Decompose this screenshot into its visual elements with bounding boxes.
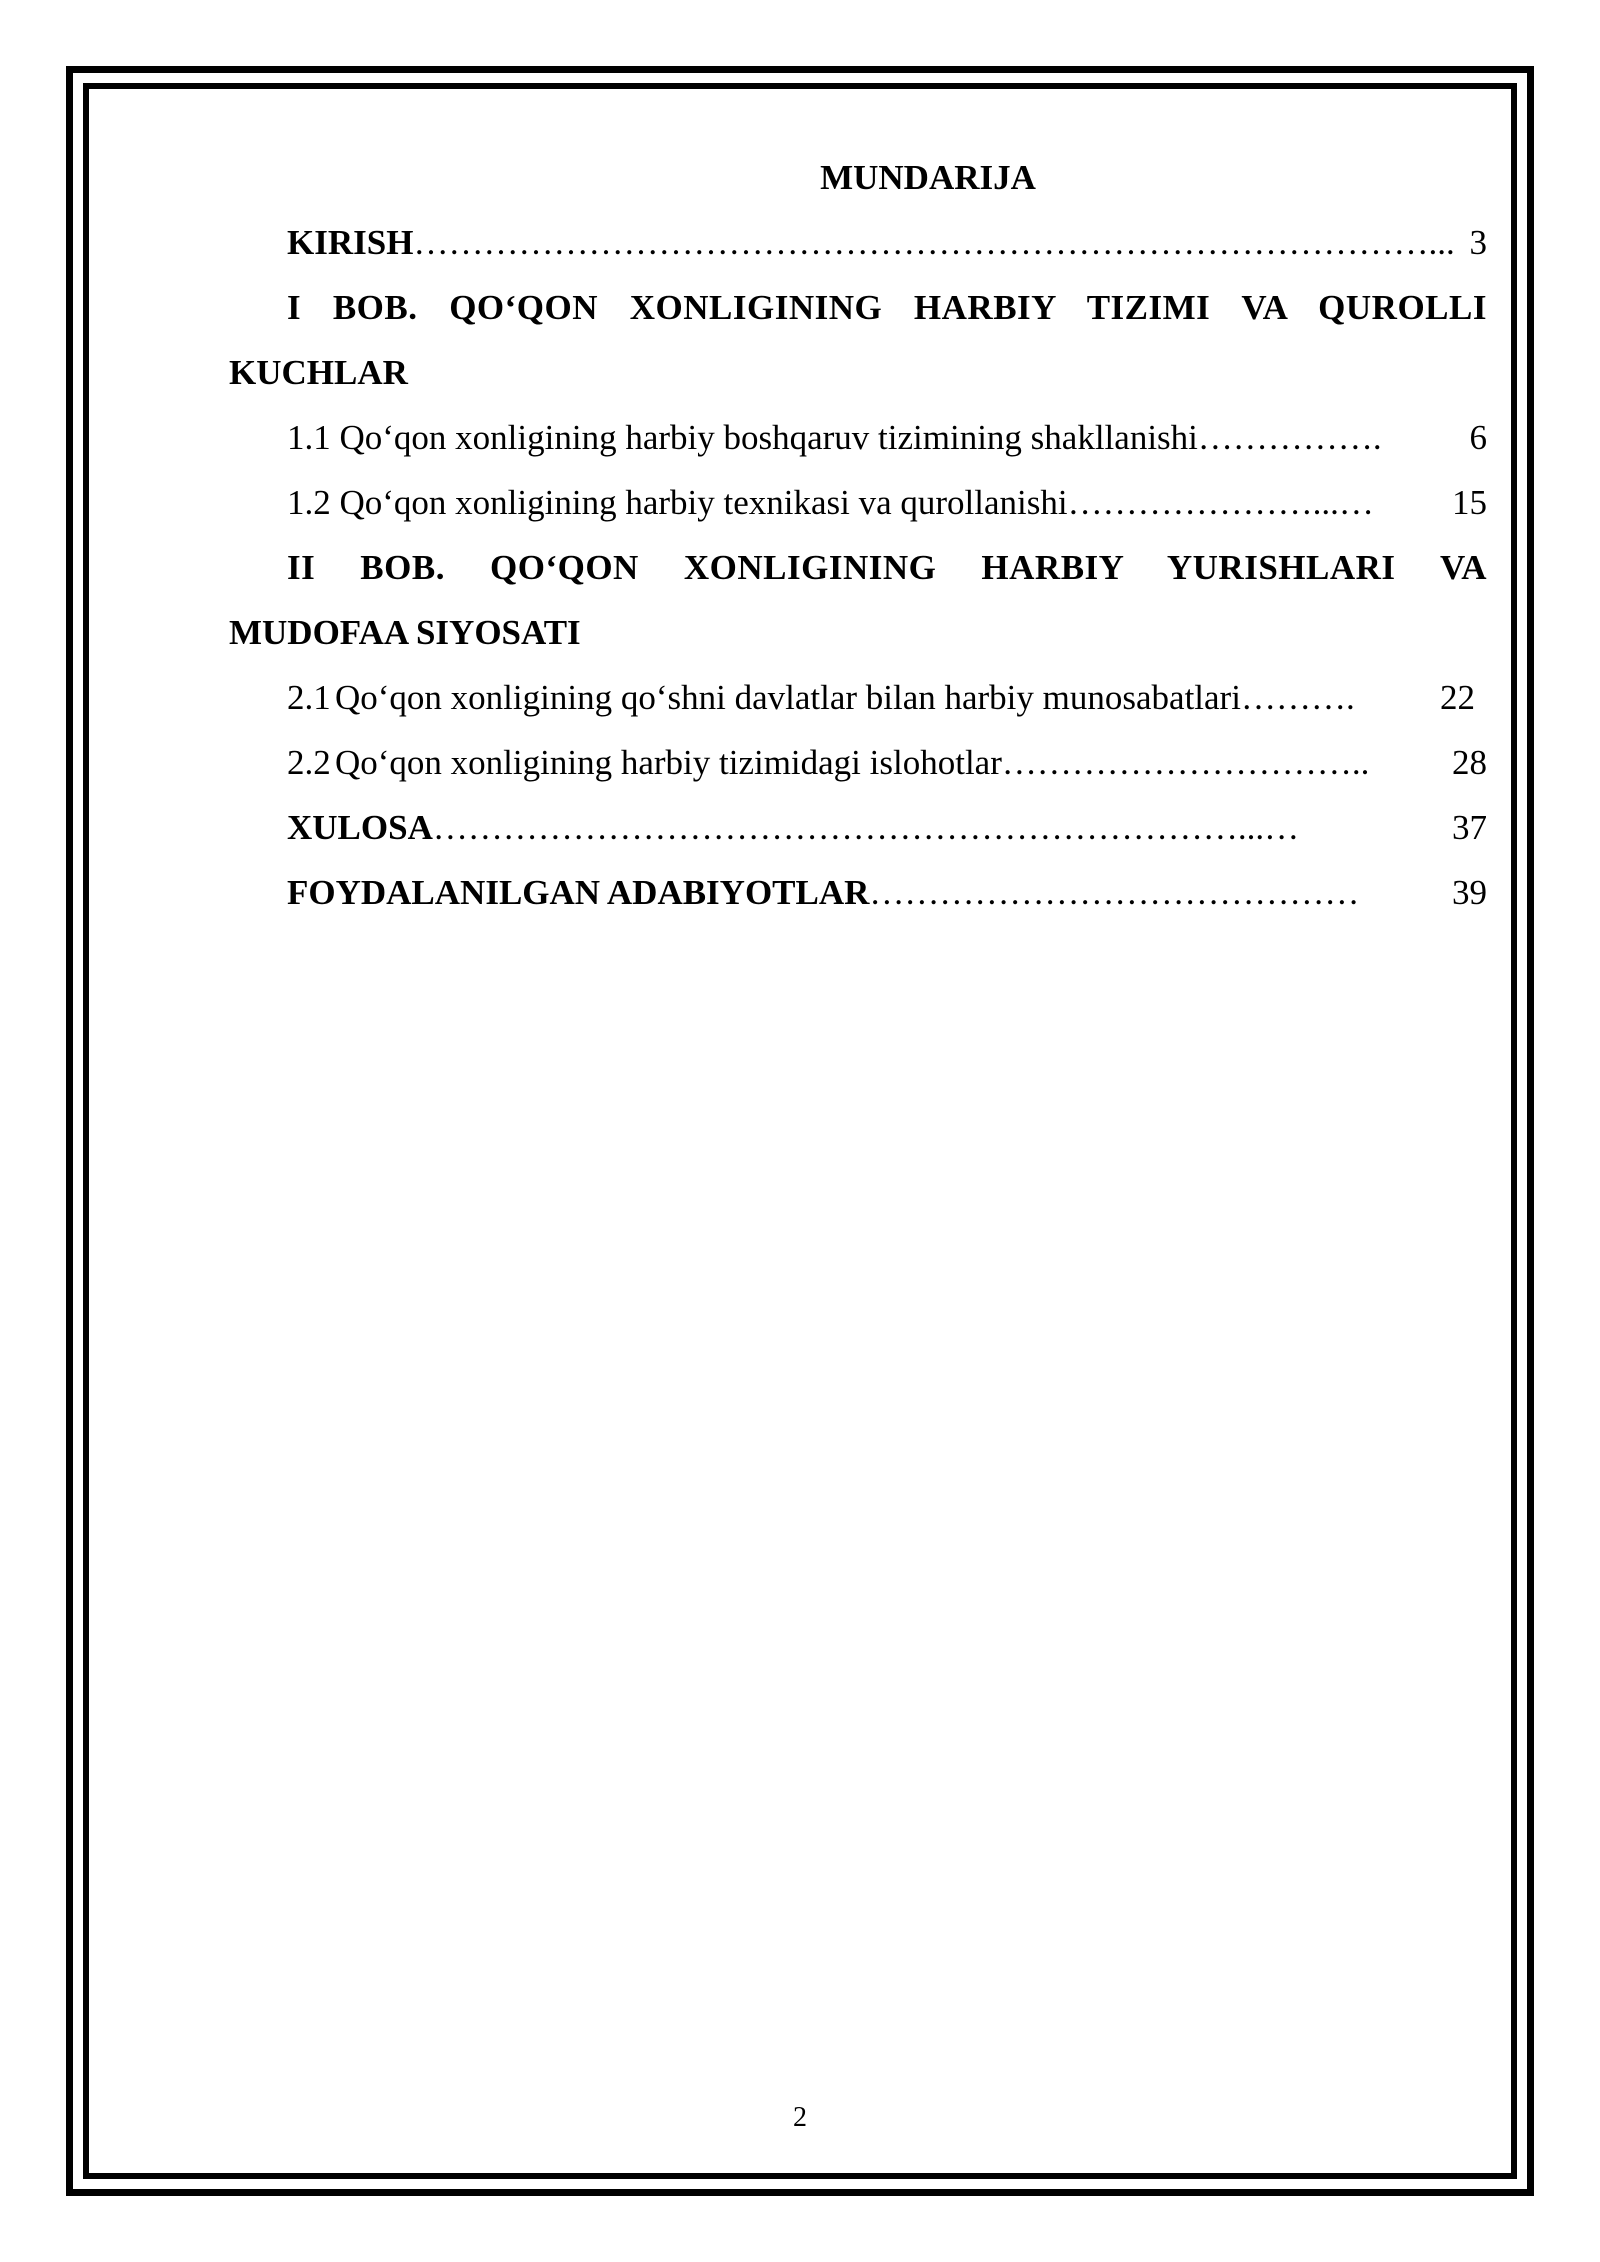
toc-entry-label: FOYDALANILGAN ADABIYOTLAR bbox=[287, 873, 870, 912]
toc-leader-dots: ………………………….. bbox=[1001, 743, 1370, 782]
toc-title: MUNDARIJA bbox=[820, 158, 1036, 197]
toc-entry-number: 2.1 bbox=[287, 678, 331, 717]
toc-page-number: 15 bbox=[1452, 483, 1487, 522]
toc-page-number: 39 bbox=[1452, 873, 1487, 912]
toc-entry-adabiyotlar[interactable] bbox=[229, 860, 1487, 925]
page-number: 2 bbox=[793, 2102, 807, 2133]
chapter-title-line: MUDOFAA SIYOSATI bbox=[229, 613, 581, 652]
toc-leader-dots: …………………...… bbox=[1067, 483, 1374, 522]
toc-entry-label: XULOSA bbox=[287, 808, 433, 847]
toc-leader-dots: ……………………………………………………………………………... bbox=[413, 223, 1455, 262]
toc-entry-kirish[interactable] bbox=[229, 210, 1487, 275]
toc-page-number: 28 bbox=[1452, 743, 1487, 782]
toc-chapter-2-continued bbox=[229, 600, 1487, 665]
toc-page-number: 22 bbox=[1440, 678, 1475, 717]
toc-entry-label: 1.1 Qo‘qon xonligining harbiy boshqaruv tizimining shakllanishi bbox=[287, 418, 1198, 457]
toc-entry-xulosa[interactable] bbox=[229, 795, 1487, 860]
toc-leader-dots: ……………………………………………………………...… bbox=[432, 808, 1300, 847]
toc-leader-dots: …………………………………… bbox=[869, 873, 1360, 912]
toc-leader-dots: ………. bbox=[1240, 678, 1355, 717]
chapter-title-line: II BOB. QO‘QON XONLIGINING HARBIY YURISHLARI VA bbox=[287, 548, 1487, 587]
toc-entry-label: Qo‘qon xonligining harbiy tizimidagi islohotlar bbox=[335, 743, 1002, 782]
toc-entry-label: 1.2 Qo‘qon xonligining harbiy texnikasi va qurollanishi bbox=[287, 483, 1068, 522]
chapter-title-line: KUCHLAR bbox=[229, 353, 408, 392]
toc-entry-2-1[interactable] bbox=[229, 665, 1487, 730]
toc-chapter-1-continued bbox=[229, 340, 1487, 405]
toc-entry-1-2[interactable] bbox=[229, 470, 1487, 535]
toc-entry-number: 2.2 bbox=[287, 743, 331, 782]
toc-leader-dots: ……………. bbox=[1197, 418, 1382, 457]
toc-entry-label: KIRISH bbox=[287, 223, 414, 262]
chapter-title-line: I BOB. QO‘QON XONLIGINING HARBIY TIZIMI VA QUROLLI bbox=[287, 288, 1487, 327]
toc-entry-label: Qo‘qon xonligining qo‘shni davlatlar bilan harbiy munosabatlari bbox=[335, 678, 1241, 717]
toc-page-number: 3 bbox=[1469, 223, 1487, 262]
table-of-contents bbox=[229, 145, 1487, 925]
toc-entry-2-2[interactable] bbox=[229, 730, 1487, 795]
toc-entry-1-1[interactable] bbox=[229, 405, 1487, 470]
toc-page-number: 37 bbox=[1452, 808, 1487, 847]
toc-chapter-2[interactable] bbox=[229, 535, 1487, 600]
toc-page-number: 6 bbox=[1469, 418, 1487, 457]
toc-chapter-1[interactable] bbox=[229, 275, 1487, 340]
